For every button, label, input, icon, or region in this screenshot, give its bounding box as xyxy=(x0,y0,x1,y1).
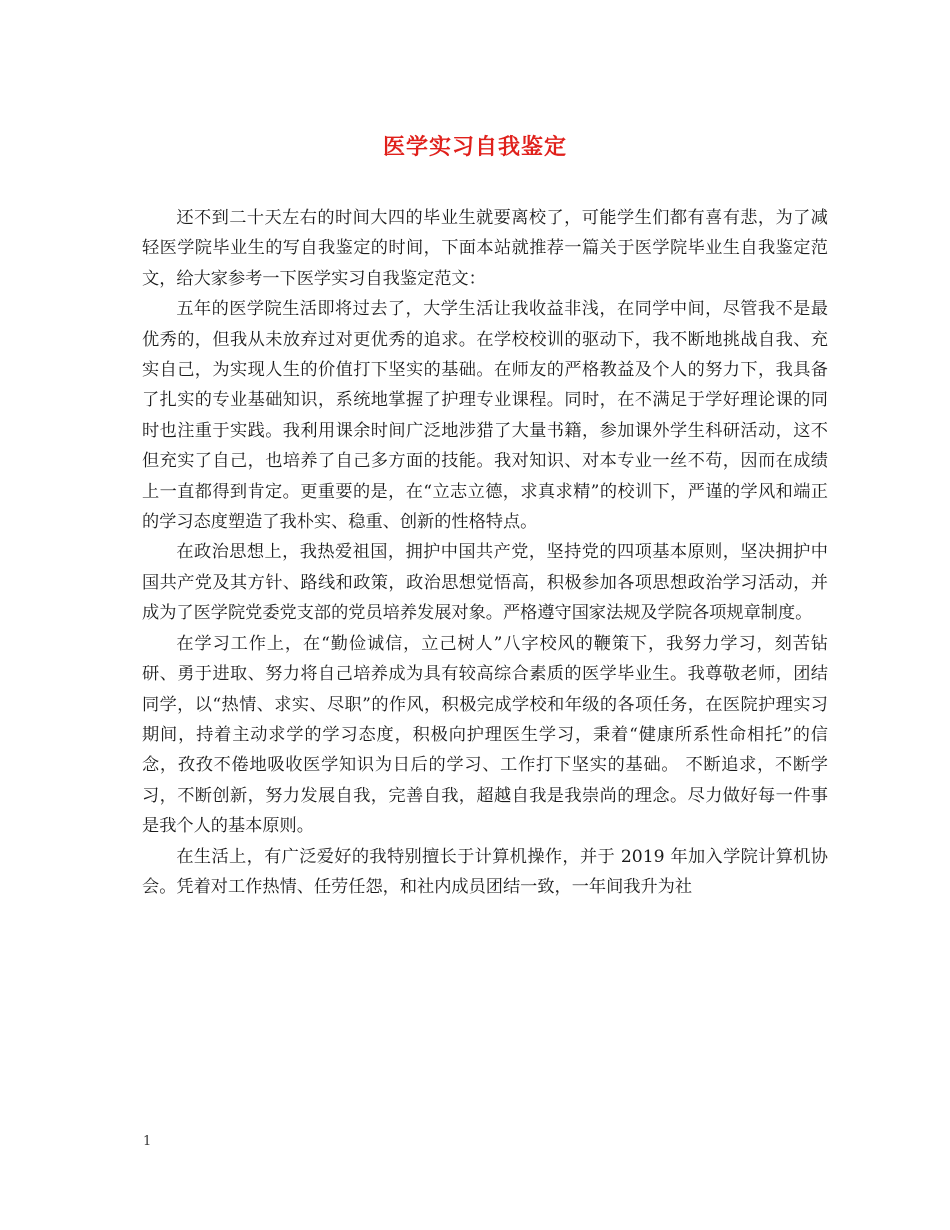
paragraph-life: 在生活上，有广泛爱好的我特别擅长于计算机操作，并于 2019 年加入学院计算机协会。凭着对工作热情、任劳任怨，和社内成员团结一致，一年间我升为社 xyxy=(142,846,828,897)
paragraph-overview: 五年的医学院生活即将过去了，大学生活让我收益非浅，在同学中间，尽管我不是最优秀的，但我从未放弃过对更优秀的追求。在学校校训的驱动下，我不断地挑战自我、充实自己，为实现人生的价值打下坚实的基础。在师友的严格教益及个人的努力下，我具备了扎实的专业基础知识，系统地掌握了护理专业课程。同时，在不满足于学好理论课的同时也注重于实践。我利用课余时间广泛地涉猎了大量书籍，参加课外学生科研活动，这不但充实了自己，也培养了自己多方面的技能。我对知识、对本专业一丝不苟，因而在成绩上一直都得到肯定。更重要的是，在“立志立德，求真求精”的校训下，严谨的学风和端正的学习态度塑造了我朴实、稳重、创新的性格特点。 xyxy=(142,299,828,533)
document-body xyxy=(142,203,828,902)
document-title: 医学实习自我鉴定 xyxy=(382,134,567,160)
page-number: 1 xyxy=(143,1134,152,1149)
paragraph-politics: 在政治思想上，我热爱祖国，拥护中国共产党，坚持党的四项基本原则，坚决拥护中国共产党及其方针、路线和政策，政治思想觉悟高，积极参加各项思想政治学习活动，并成为了医学院党委党支部的党员培养发展对象。严格遵守国家法规及学院各项规章制度。 xyxy=(142,542,828,624)
paragraph-study-work: 在学习工作上，在“勤俭诚信，立己树人”八字校风的鞭策下，我努力学习，刻苦钻研、勇于进取、努力将自己培养成为具有较高综合素质的医学毕业生。我尊敬老师，团结同学，以“热情、求实、尽职”的作风，积极完成学校和年级的各项任务，在医院护理实习期间，持着主动求学的学习态度，积极向护理医生学习，秉着“健康所系性命相托”的信念，孜孜不倦地吸收医学知识为日后的学习、工作打下坚实的基础。 不断追求，不断学习，不断创新，努力发展自我，完善自我，超越自我是我崇尚的理念。尽力做好每一件事是我个人的基本原则。 xyxy=(142,633,828,837)
paragraph-intro: 还不到二十天左右的时间大四的毕业生就要离校了，可能学生们都有喜有悲，为了减轻医学院毕业生的写自我鉴定的时间，下面本站就推荐一篇关于医学院毕业生自我鉴定范文，给大家参考一下医学实习自我鉴定范文： xyxy=(142,208,828,289)
